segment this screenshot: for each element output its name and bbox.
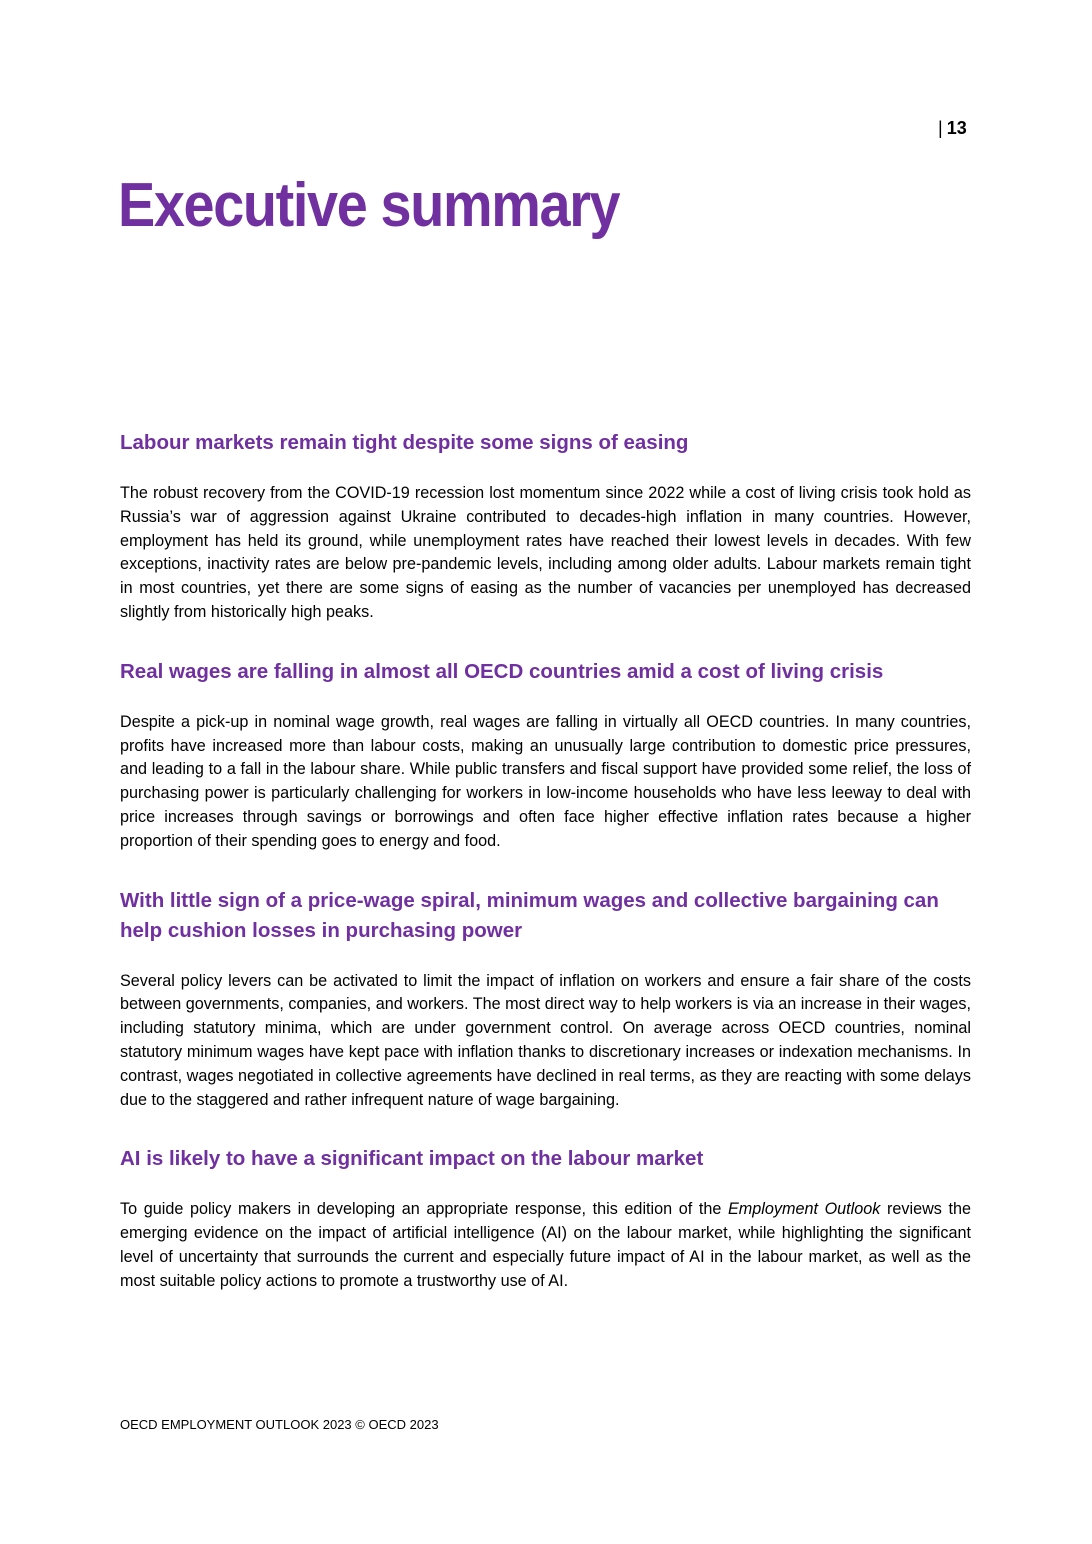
section-minimum-wages	[120, 886, 971, 1113]
body-text-end: reviews the emerging evidence on the impact of artificial intelligence (AI) on the labour market, while highlighting the significant level of uncertainty that surrounds the current and especially future impact of AI in the labour market, as well as the most suitable policy actions to promote a trustworthy use of AI.	[120, 1200, 971, 1290]
publication-title: Employment Outlook	[728, 1200, 881, 1219]
page-title: Executive summary	[118, 171, 620, 240]
section-body	[120, 1198, 971, 1293]
section-real-wages	[120, 657, 971, 854]
section-heading: With little sign of a price-wage spiral, minimum wages and collective bargaining can help cushion losses in purchasing power	[120, 888, 939, 942]
section-heading: Labour markets remain tight despite some signs of easing	[120, 431, 689, 454]
section-body: Despite a pick-up in nominal wage growth, real wages are falling in virtually all OECD countries. In many countries, profits have increased more than labour costs, making an unusually large contribution to domestic price pressures, and leading to a fall in the labour share. While public transfers and fiscal support have provided some relief, the loss of purchasing power is particularly challenging for workers in low-income households who have less leeway to deal with price increases through savings or borrowings and often face higher effective inflation rates because a higher proportion of their spending goes to energy and food.	[120, 712, 971, 850]
section-heading: AI is likely to have a significant impact on the labour market	[120, 1147, 704, 1171]
page-number	[938, 117, 967, 139]
section-body: Several policy levers can be activated to limit the impact of inflation on workers and ensure a fair share of the costs between governments, companies, and workers. The most direct way to help workers is via an increase in their wages, including statutory minima, which are under government control. On average across OECD countries, nominal statutory minimum wages have kept pace with inflation thanks to discretionary increases or indexation mechanisms. In contrast, wages negotiated in collective agreements have declined in real terms, as they are reacting with some delays due to the staggered and rather infrequent nature of wage bargaining.	[120, 971, 971, 1109]
section-ai-impact	[120, 1144, 971, 1293]
section-heading: Real wages are falling in almost all OECD countries amid a cost of living crisis	[120, 659, 884, 683]
page-number-value: 13	[946, 118, 967, 138]
page-number-divider: |	[938, 118, 943, 138]
section-body: The robust recovery from the COVID-19 recession lost momentum since 2022 while a cost of living crisis took hold as Russia’s war of aggression against Ukraine contributed to decades-high inflation in many countries. However, employment has held its ground, while unemployment rates have reached their lowest levels in decades. With few exceptions, inactivity rates are below pre-pandemic levels, including among older adults. Labour markets remain tight in most countries, yet there are some signs of easing as the number of vacancies per unemployed has decreased slightly from historically high peaks.	[120, 484, 971, 621]
section-labour-markets	[120, 428, 971, 625]
main-content	[120, 428, 971, 1294]
footer-copyright: OECD EMPLOYMENT OUTLOOK 2023 © OECD 2023	[120, 1417, 439, 1432]
body-text-start: To guide policy makers in developing an appropriate response, this edition of the	[120, 1200, 728, 1219]
